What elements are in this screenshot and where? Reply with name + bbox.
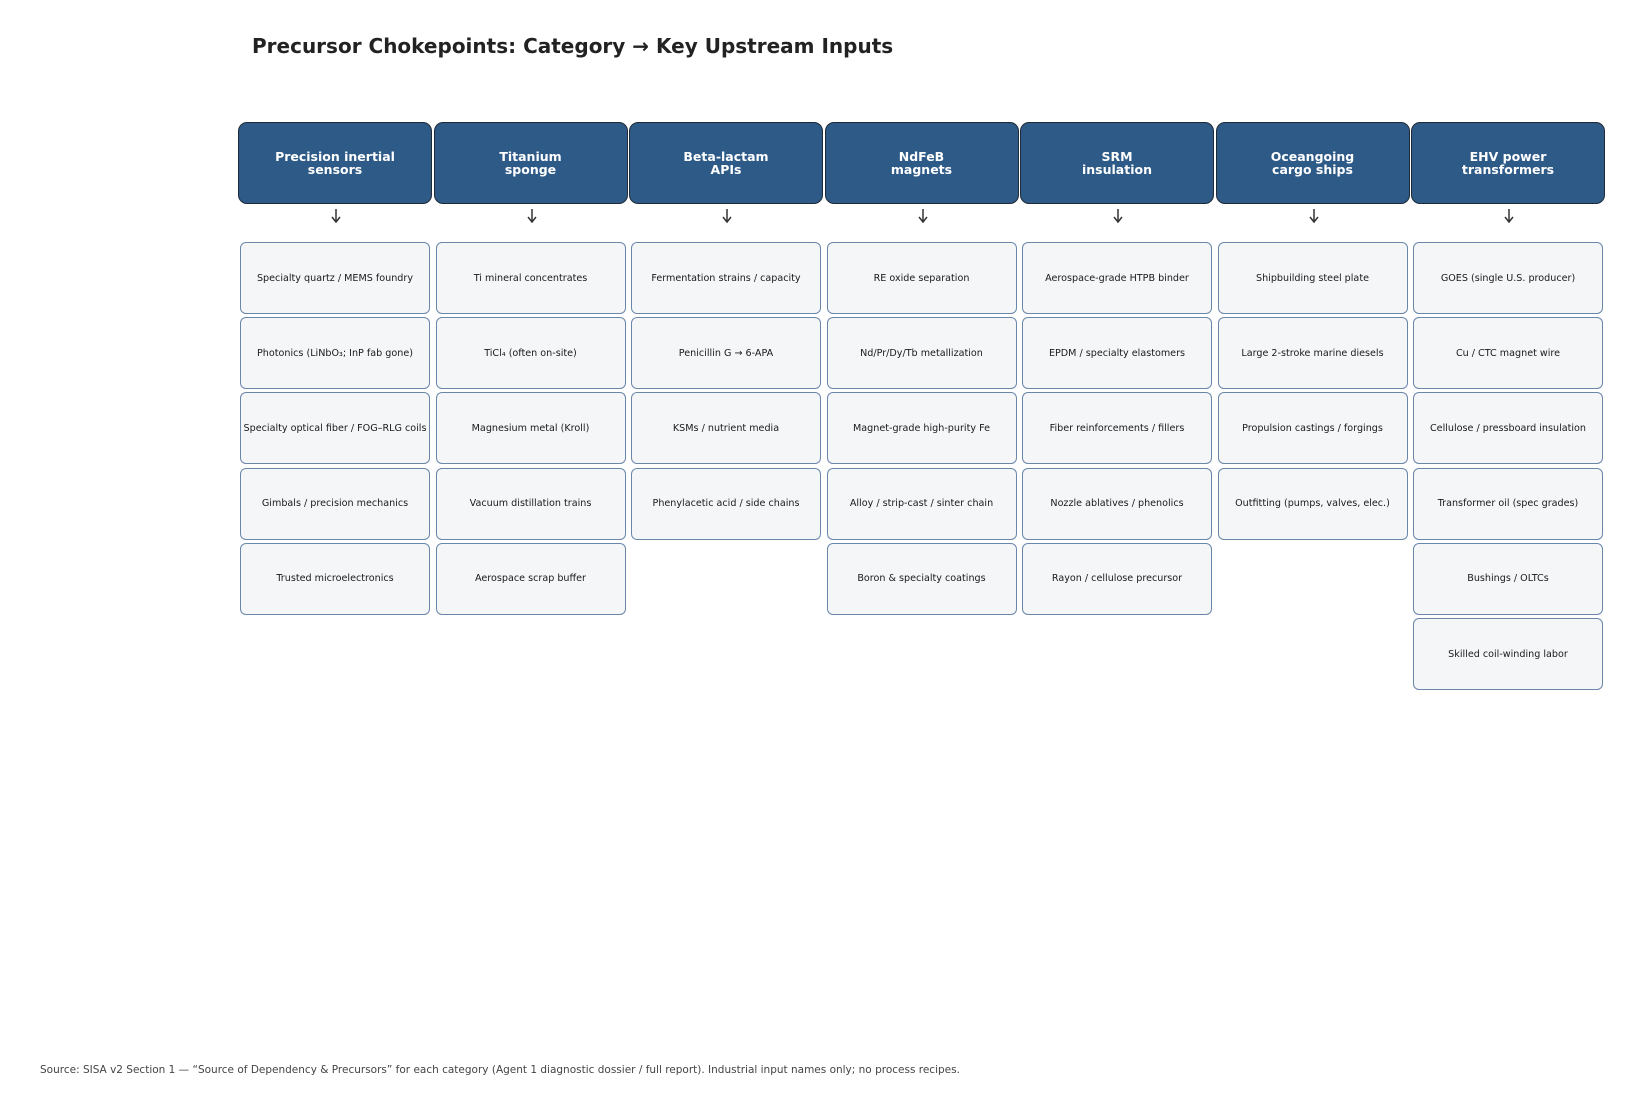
upstream-input-box: Rayon / cellulose precursor [1022,543,1212,615]
down-arrow-icon [525,208,539,224]
category-header: Beta-lactam APIs [629,122,823,204]
category-header: Titanium sponge [434,122,628,204]
upstream-input-box: Fiber reinforcements / fillers [1022,392,1212,464]
category-columns [238,122,1598,702]
upstream-input-box: Trusted microelectronics [240,543,430,615]
upstream-input-box: TiCl₄ (often on-site) [436,317,626,389]
upstream-input-box: Gimbals / precision mechanics [240,468,430,540]
down-arrow-icon [329,208,343,224]
down-arrow-icon [1307,208,1321,224]
down-arrow-icon [916,208,930,224]
upstream-input-box: Boron & specialty coatings [827,543,1017,615]
upstream-input-box: Penicillin G → 6-APA [631,317,821,389]
upstream-input-box: Large 2-stroke marine diesels [1218,317,1408,389]
upstream-input-box: Fermentation strains / capacity [631,242,821,314]
upstream-input-box: Transformer oil (spec grades) [1413,468,1603,540]
upstream-input-box: EPDM / specialty elastomers [1022,317,1212,389]
upstream-input-box: Cu / CTC magnet wire [1413,317,1603,389]
upstream-input-box: Shipbuilding steel plate [1218,242,1408,314]
upstream-input-box: Specialty quartz / MEMS foundry [240,242,430,314]
upstream-input-box: Alloy / strip-cast / sinter chain [827,468,1017,540]
page-title: Precursor Chokepoints: Category → Key Upstream Inputs [252,34,894,58]
upstream-input-box: Vacuum distillation trains [436,468,626,540]
down-arrow-icon [1111,208,1125,224]
down-arrow-icon [1502,208,1516,224]
upstream-input-box: Bushings / OLTCs [1413,543,1603,615]
upstream-input-box: Propulsion castings / forgings [1218,392,1408,464]
upstream-input-box: Nd/Pr/Dy/Tb metallization [827,317,1017,389]
category-header: Oceangoing cargo ships [1216,122,1410,204]
upstream-input-box: RE oxide separation [827,242,1017,314]
upstream-input-box: Ti mineral concentrates [436,242,626,314]
upstream-input-box: GOES (single U.S. producer) [1413,242,1603,314]
category-header: SRM insulation [1020,122,1214,204]
category-header: NdFeB magnets [825,122,1019,204]
upstream-input-box: Magnet-grade high-purity Fe [827,392,1017,464]
upstream-input-box: Cellulose / pressboard insulation [1413,392,1603,464]
category-header: EHV power transformers [1411,122,1605,204]
down-arrow-icon [720,208,734,224]
category-header: Precision inertial sensors [238,122,432,204]
upstream-input-box: Photonics (LiNbO₃; InP fab gone) [240,317,430,389]
upstream-input-box: Outfitting (pumps, valves, elec.) [1218,468,1408,540]
upstream-input-box: Specialty optical fiber / FOG–RLG coils [240,392,430,464]
upstream-input-box: KSMs / nutrient media [631,392,821,464]
upstream-input-box: Aerospace-grade HTPB binder [1022,242,1212,314]
upstream-input-box: Skilled coil-winding labor [1413,618,1603,690]
upstream-input-box: Magnesium metal (Kroll) [436,392,626,464]
upstream-input-box: Phenylacetic acid / side chains [631,468,821,540]
source-note: Source: SISA v2 Section 1 — “Source of Dependency & Precursors” for each category (Agent 1 diagnostic dossier / full report). Industrial input names only; no process recipes. [40,1064,960,1076]
upstream-input-box: Nozzle ablatives / phenolics [1022,468,1212,540]
upstream-input-box: Aerospace scrap buffer [436,543,626,615]
